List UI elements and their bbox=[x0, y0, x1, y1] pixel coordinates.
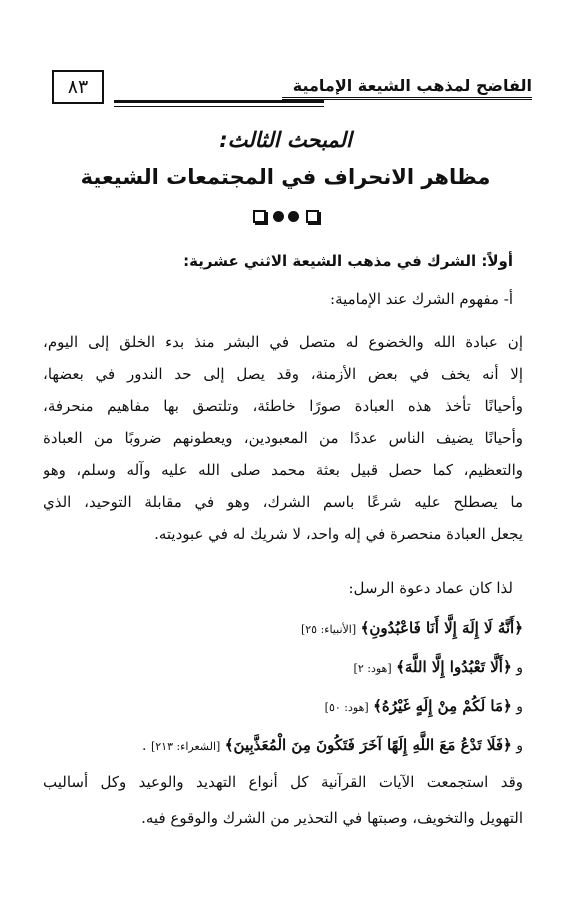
header-rule bbox=[114, 100, 324, 103]
paragraph-line: التهويل والتخويف، وصبتها في التحذير من الشرك والوقوع فيه. bbox=[141, 809, 523, 827]
section-label: المبحث الثالث: bbox=[219, 128, 352, 152]
verse-reference: [هود: ٢] bbox=[353, 662, 392, 675]
ornament-divider bbox=[0, 208, 571, 224]
verse-prefix: و bbox=[511, 699, 523, 715]
verse-text: ﴿أَلَّا تَعْبُدُوا إِلَّا اللَّهَ﴾ bbox=[396, 658, 512, 676]
paragraph-line: وقد استجمعت الآيات القرآنية كل أنواع التهديد والوعيد وكل أساليب bbox=[43, 773, 523, 791]
paragraph-line: ما يصطلح عليه شرعًا باسم الشرك، وهو في مقابلة التوحيد، الذي bbox=[43, 493, 523, 511]
paragraph-2 bbox=[43, 764, 523, 836]
ornament-box-icon bbox=[253, 210, 266, 223]
ornament-box-icon bbox=[306, 210, 319, 223]
quran-verse bbox=[43, 697, 523, 715]
verse-text: ﴿أَنَّهُ لَا إِلَهَ إِلَّا أَنَا فَاعْبُدُونِ﴾ bbox=[360, 619, 523, 637]
ornament-dot-icon bbox=[273, 211, 284, 222]
paragraph-line: وأحيانًا يضيف الناس عددًا من المعبودين، ويعطونهم ضروبًا من العبادة bbox=[43, 429, 523, 447]
sub-subheading: أ- مفهوم الشرك عند الإمامية: bbox=[330, 290, 513, 308]
verse-reference: [الأنبياء: ٢٥] bbox=[300, 623, 357, 636]
header-rule-thin bbox=[114, 106, 324, 107]
paragraph-line: إلا أنه يخف في بعض الأزمنة، وقد يصل إلى حد الندور في بعضها، bbox=[43, 365, 523, 383]
verse-prefix: و bbox=[511, 660, 523, 676]
quran-verse bbox=[43, 619, 523, 637]
paragraph-line: يجعل العبادة منحصرة في إله واحد، لا شريك له في عبوديته. bbox=[154, 525, 523, 543]
page-number: ٨٣ bbox=[52, 70, 104, 104]
verse-reference: [الشعراء: ٢١٣] bbox=[150, 740, 221, 753]
verse-suffix: . bbox=[142, 738, 151, 754]
running-title: الفاضح لمذهب الشيعة الإمامية bbox=[282, 76, 532, 100]
verse-reference: [هود: ٥٠] bbox=[324, 701, 369, 714]
paragraph-line: وأحيانًا تأخذ هذه العبادة صورًا خاطئة، وتلتصق بها مفاهيم منحرفة، bbox=[43, 397, 523, 415]
ornament-dot-icon bbox=[288, 211, 299, 222]
page-header bbox=[52, 70, 532, 114]
subheading: أولاً: الشرك في مذهب الشيعة الاثني عشرية: bbox=[183, 252, 513, 270]
paragraph-line: إن عبادة الله والخضوع له متصل في البشر منذ بدء الخلق إلى اليوم، bbox=[43, 333, 523, 351]
verse-text: ﴿مَا لَكُمْ مِنْ إِلَهٍ غَيْرُهُ﴾ bbox=[373, 697, 512, 715]
lead-in: لذا كان عماد دعوة الرسل: bbox=[348, 579, 513, 597]
paragraph-1 bbox=[43, 326, 523, 550]
section-title: مظاهر الانحراف في المجتمعات الشيعية bbox=[80, 165, 491, 189]
quran-verse bbox=[43, 658, 523, 676]
paragraph-line: والتعظيم، كما حصل قبيل بعثة محمد صلى الله عليه وآله وسلم، وهو bbox=[43, 461, 523, 479]
verse-text: ﴿فَلَا تَدْعُ مَعَ اللَّهِ إِلَهًا آخَرَ فَتَكُونَ مِنَ الْمُعَذَّبِينَ﴾ bbox=[224, 736, 512, 754]
verse-prefix: و bbox=[511, 738, 523, 754]
quran-verse bbox=[43, 736, 523, 754]
